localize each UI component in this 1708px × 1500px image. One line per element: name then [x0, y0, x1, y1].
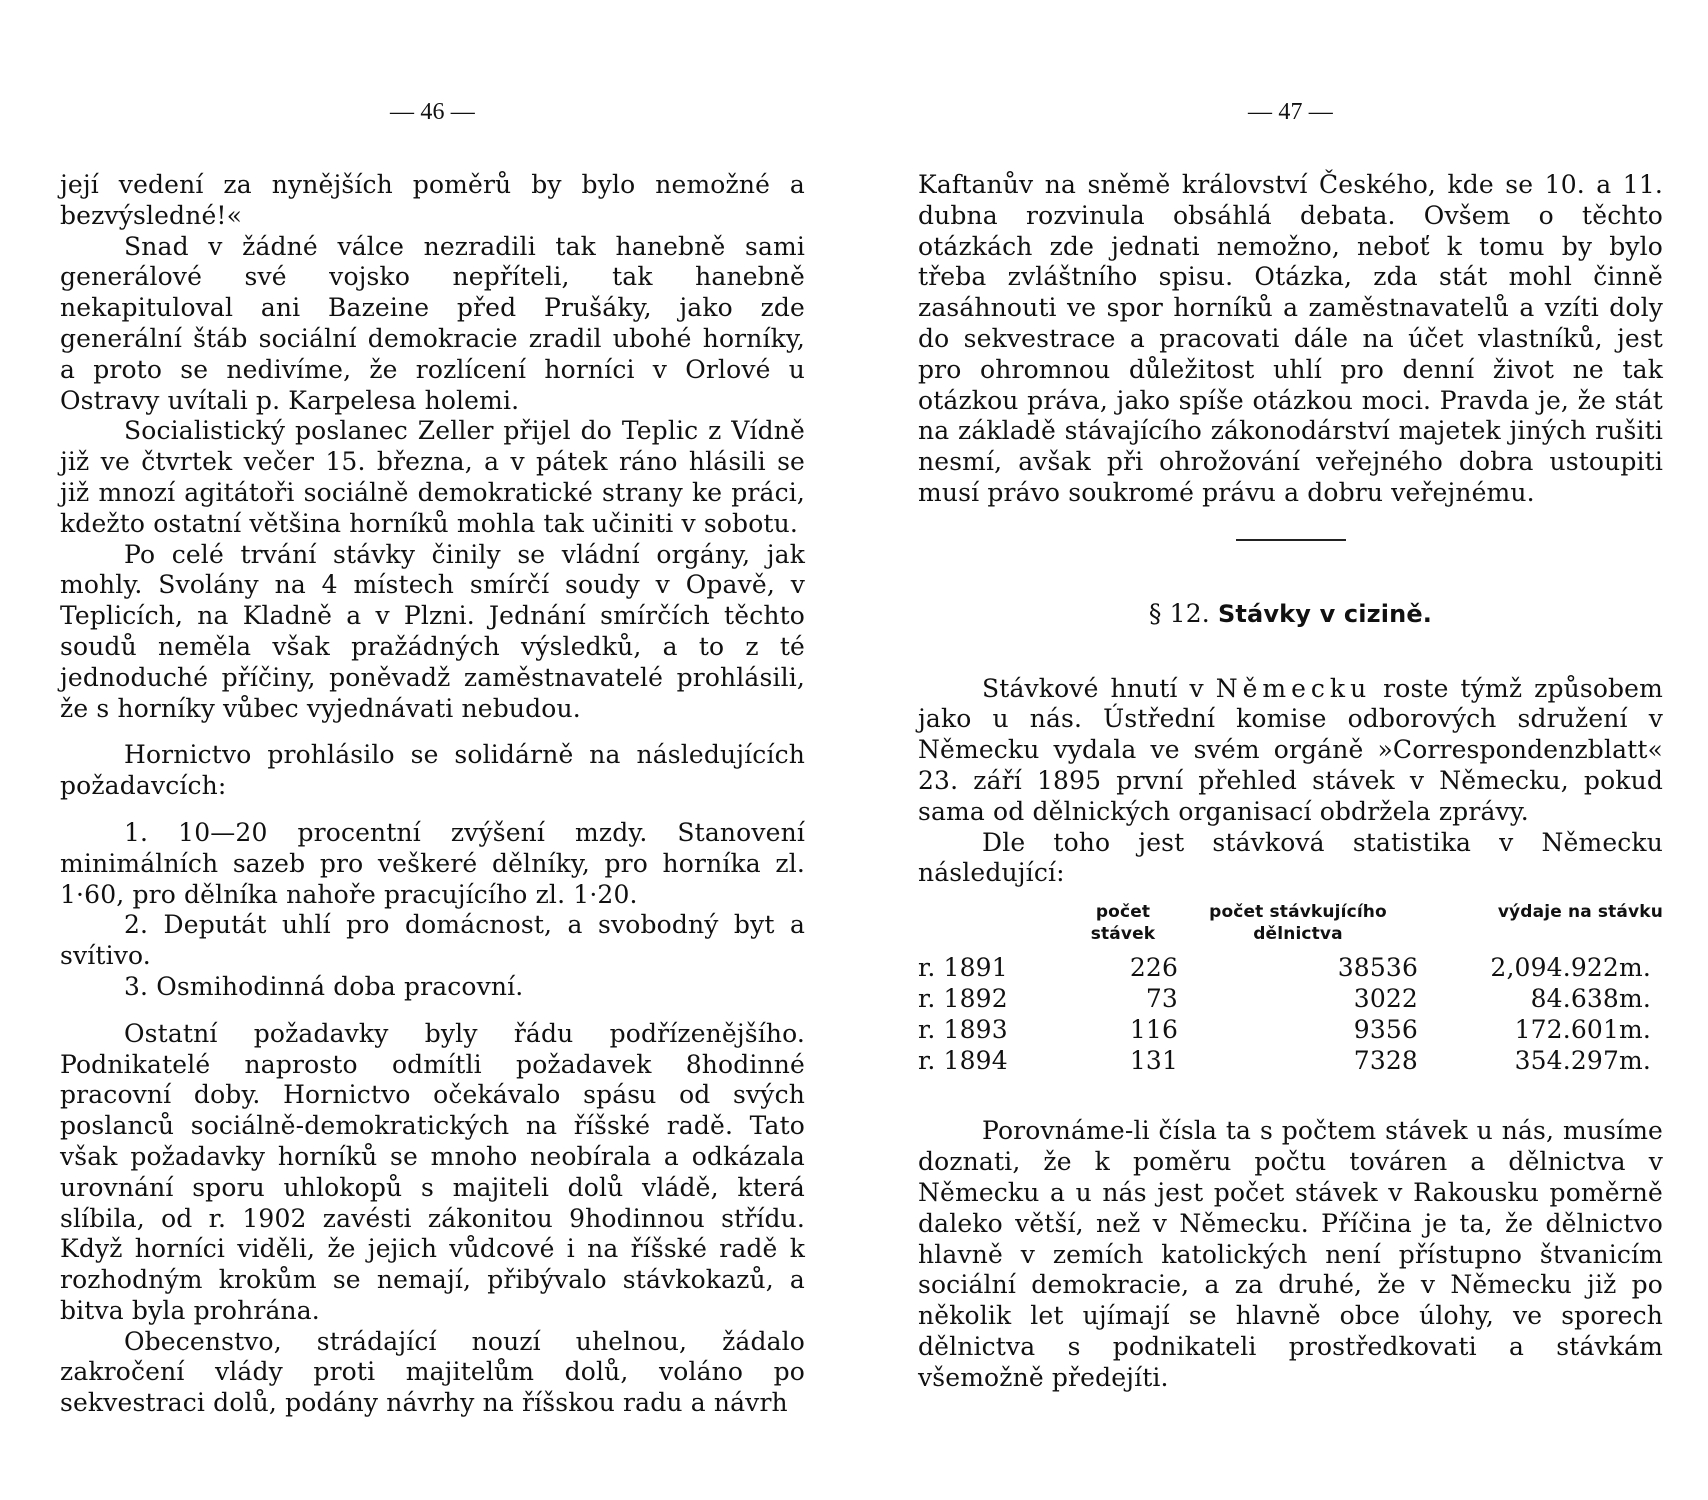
paragraph: Snad v žádné válce nezradili tak hanebně sami generálové své vojsko nepříteli, tak hanebně nekapituloval ani Bazeine před Prušáky, jako zde generální štáb sociální demokracie zradil ubohé horníky, a proto se nedivíme, že rozlícení horníci v Orlové u Ostravy uvítali p. Karpelesa holemi.: [60, 231, 805, 415]
table-cell-workers: 3022: [1353, 983, 1418, 1013]
paragraph-text: roste týmž způsobem jako u nás. Ústřední komise odborových sdružení v Německu vydala ve svém orgáně »Correspondenzblatt« 23. září 1895 první přehled stávek v Německu, pokud sama od dělnických organisací obdržela zprávy.: [918, 673, 1663, 826]
table-cell-expenses: 172.601: [1514, 1014, 1619, 1044]
paragraph: Obecenstvo, strádající nouzí uhelnou, žádalo zakročení vlády proti majitelům dolů, voláno po sekvestraci dolů, podány návrhy na říšskou radu a návrh: [60, 1326, 805, 1418]
paragraph: Kaftanův na sněmě království Českého, kde se 10. a 11. dubna rozvinula obsáhlá debata. Ovšem o těchto otázkách zde jednati nemožno, neboť k tomu by bylo třeba zvláštního spisu. Otázka, zda stát mohl činně zasáhnouti ve spor horníků a zaměstnavatelů a vzíti doly do sekvestrace a pracovati dále na účet vlastníků, jest pro ohromnou důležitost uhlí pro denní život ne tak otázkou práva, jako spíše otázkou moci. Pravda je, že stát na základě stávajícího zákonodárství majetek jiných rušiti nesmí, avšak při ohrožování veřejného dobra ustoupiti musí právo soukromé právu a dobru veřejnému.: [918, 170, 1663, 507]
right-page: [918, 0, 1663, 1500]
section-title: Stávky v cizině.: [1217, 599, 1433, 628]
table-header-workers: počet stávkujícího dělnictva: [1209, 902, 1387, 945]
table-row: [918, 1015, 1663, 1046]
table-cell-expenses: 2,094.922: [1490, 953, 1619, 983]
table-cell-year: r. 1891: [918, 953, 1008, 983]
list-item: 1. 10—20 procentní zvýšení mzdy. Stanovení minimálních sazeb pro veškeré dělníky, pro horníka zl. 1·60, pro dělníka nahoře pracujícího zl. 1·20.: [60, 817, 805, 909]
paragraph: Ostatní požadavky byly řádu podřízenějšího. Podnikatelé naprosto odmítli požadavek 8hodinné pracovní doby. Hornictvo očekávalo spásu od svých poslanců sociálně-demokratických na říšské radě. Tato však požadavky horníků se mnoho neobírala a odkázala urovnání sporu uhlokopů s majiteli dolů vládě, která slíbila, od r. 1902 zavésti zákonitou 9hodinnou střídu. Když horníci viděli, že jejich vůdcové i na říšské radě k rozhodným krokům se nemají, přibývalo stávkokazů, a bitva byla prohrána.: [60, 1018, 805, 1325]
left-page-body: [60, 170, 805, 1419]
section-number: § 12.: [1148, 598, 1210, 628]
paragraph: Po celé trvání stávky činily se vládní orgány, jak mohly. Svolány na 4 místech smírčí soudy v Opavě, v Teplicích, na Kladně a v Plzni. Jednání smírčích těchto soudů neměla však pražádných výsledků, a to z té jednoduché příčiny, poněvadž zaměstnavatelé prohlásili, že s horníky vůbec vyjednávati nebudou.: [60, 539, 805, 723]
paragraph: Hornictvo prohlásilo se solidárně na následujících požadavcích:: [60, 740, 805, 801]
paragraph: Porovnáme-li čísla ta s počtem stávek u nás, musíme doznati, že k poměru počtu továren a dělnictva v Německu a u nás jest počet stávek v Rakousku poměrně daleko větší, než v Německu. Příčina je ta, že dělnictvo hlavně v zemích katolických není přístupno štvanicím sociální demokracie, a za druhé, že v Německu již po několik let ujímají se hlavně obce úlohy, ve sporech dělnictva s podnikateli prostředkovati a stávkám všemožně předejíti.: [918, 1116, 1663, 1392]
section-heading: [918, 599, 1663, 630]
paragraph: [918, 674, 1663, 828]
page-number-left: — 46 —: [390, 99, 475, 125]
table-cell-year: r. 1893: [918, 1014, 1008, 1044]
section-divider: [1236, 539, 1346, 541]
left-page: [60, 0, 805, 1500]
spaced-emphasis: Německu: [1215, 673, 1372, 703]
paragraph: Dle toho jest stávková statistika v Německu následující:: [918, 827, 1663, 888]
table-cell-workers: 7328: [1353, 1045, 1418, 1075]
paragraph-text: Stávkové hnutí v: [982, 673, 1216, 703]
table-cell-year: r. 1892: [918, 983, 1008, 1013]
table-header-expenses: výdaje na stávku: [1497, 902, 1663, 923]
table-body: [918, 953, 1663, 1076]
table-cell-count: 116: [1129, 1014, 1178, 1044]
table-cell-unit: m.: [1619, 983, 1651, 1013]
table-cell-unit: m.: [1619, 1045, 1651, 1075]
right-page-body: [918, 170, 1663, 1394]
table-cell-workers: 38536: [1337, 953, 1418, 983]
table-cell-count: 226: [1129, 953, 1178, 983]
list-item: 3. Osmihodinná doba pracovní.: [124, 971, 524, 1001]
table-cell-year: r. 1894: [918, 1045, 1008, 1075]
strike-statistics-table: [918, 901, 1663, 1076]
table-cell-workers: 9356: [1353, 1014, 1418, 1044]
table-cell-expenses: 354.297: [1514, 1045, 1619, 1075]
page-number-right: — 47 —: [1248, 99, 1333, 125]
table-header-row: [918, 901, 1663, 953]
table-row: [918, 1046, 1663, 1077]
paragraph: její vedení za nynějších poměrů by bylo nemožné a bezvýsledné!«: [60, 170, 805, 230]
table-cell-unit: m.: [1619, 953, 1651, 983]
table-row: [918, 984, 1663, 1015]
table-cell-expenses: 84.638: [1530, 983, 1619, 1013]
paragraph: Socialistický poslanec Zeller přijel do Teplic z Vídně již ve čtvrtek večer 15. března, a v pátek ráno hlásili se již mnozí agitátoři sociálně demokratické strany ke práci, kdežto ostatní většina horníků mohla tak učiniti v sobotu.: [60, 416, 805, 538]
table-cell-unit: m.: [1619, 1014, 1651, 1044]
table-header-count: počet stávek: [1090, 902, 1156, 945]
list-item: 2. Deputát uhlí pro domácnost, a svobodný byt a svítivo.: [60, 910, 805, 971]
spacer: [918, 1076, 1663, 1116]
table-row: [918, 953, 1663, 984]
table-cell-count: 131: [1129, 1045, 1178, 1075]
table-cell-count: 73: [1145, 983, 1178, 1013]
table-header-year: [918, 901, 1068, 953]
